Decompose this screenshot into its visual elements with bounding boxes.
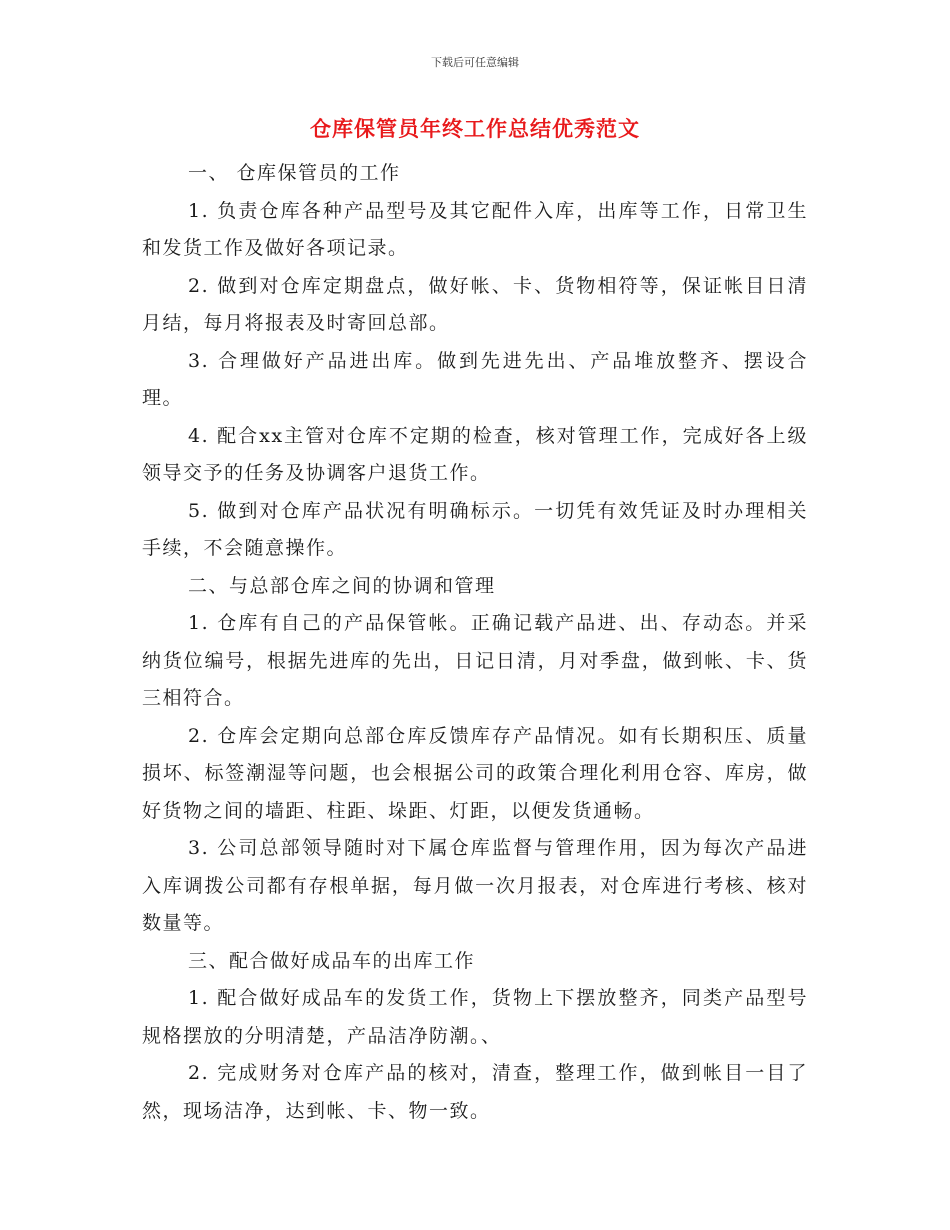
paragraph: 3. 合理做好产品进出库。做到先进先出、产品堆放整齐、摆设合理。: [142, 349, 808, 409]
paragraph: 5. 做到对仓库产品状况有明确标示。一切凭有效凭证及时办理相关手续，不会随意操作。: [142, 499, 808, 559]
paragraph: 3. 公司总部领导随时对下属仓库监督与管理作用，因为每次产品进入库调拨公司都有存根单据，每月做一次月报表，对仓库进行考核、核对数量等。: [142, 837, 808, 934]
paragraph: 2. 做到对仓库定期盘点，做好帐、卡、货物相符等，保证帐目日清月结，每月将报表及时寄回总部。: [142, 274, 808, 334]
header-note: 下载后可任意编辑: [431, 56, 519, 69]
paragraph: 2. 完成财务对仓库产品的核对，清查，整理工作，做到帐目一目了然，现场洁净，达到帐、卡、物一致。: [142, 1062, 808, 1122]
paragraph: 2. 仓库会定期向总部仓库反馈库存产品情况。如有长期积压、质量损坏、标签潮湿等问题，也会根据公司的政策合理化利用仓容、库房，做好货物之间的墙距、柱距、垛距、灯距，以便发货通畅。: [142, 724, 808, 822]
paragraph: 1. 仓库有自己的产品保管帐。正确记载产品进、出、存动态。并采纳货位编号，根据先进库的先出，日记日清，月对季盘，做到帐、卡、货三相符合。: [142, 612, 808, 709]
paragraph: 1. 配合做好成品车的发货工作，货物上下摆放整齐，同类产品型号规格摆放的分明清楚，产品洁净防潮。、: [142, 987, 808, 1047]
section-heading-1: 一、 仓库保管员的工作: [188, 162, 401, 184]
section-heading-3: 三、配合做好成品车的出库工作: [188, 949, 476, 972]
section-heading-2: 二、与总部仓库之间的协调和管理: [188, 574, 496, 597]
paragraph: 1. 负责仓库各种产品型号及其它配件入库，出库等工作，日常卫生和发货工作及做好各项记录。: [142, 199, 808, 259]
document-title: 仓库保管员年终工作总结优秀范文: [310, 117, 640, 141]
document-body: [142, 155, 808, 1130]
paragraph: 4. 配合xx主管对仓库不定期的检查，核对管理工作，完成好各上级领导交予的任务及协调客户退货工作。: [142, 424, 808, 484]
